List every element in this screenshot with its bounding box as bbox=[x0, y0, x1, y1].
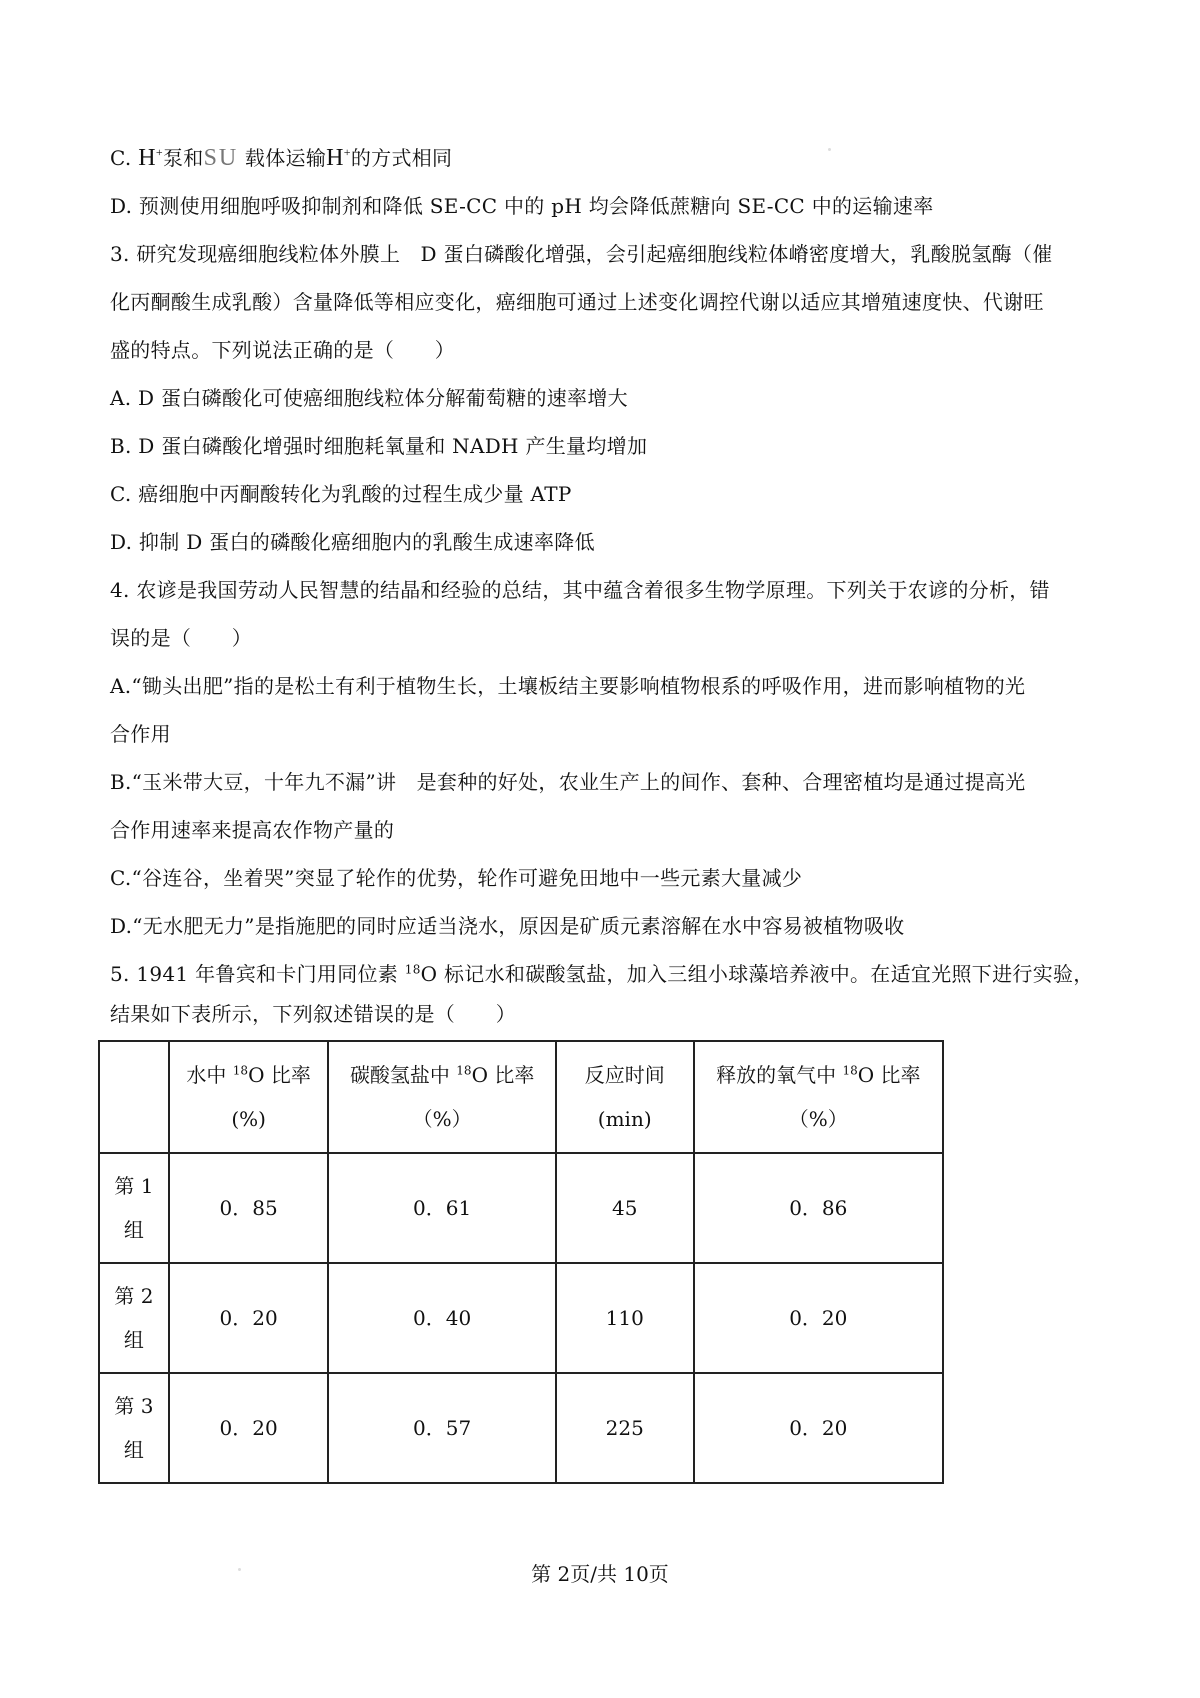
option-a-q3: A. D 蛋白磷酸化可使癌细胞线粒体分解葡萄糖的速率增大 bbox=[110, 386, 628, 410]
oxygen-ratio-cell: 0．20 bbox=[694, 1263, 943, 1373]
option-d-q2: D. 预测使用细胞呼吸抑制剂和降低 SE-CC 中的 pH 均会降低蔗糖向 SE-CC 中的运输速率 bbox=[110, 194, 934, 218]
option-c-q3: C. 癌细胞中丙酮酸转化为乳酸的过程生成少量 ATP bbox=[110, 482, 572, 506]
question-3-stem-line2: 化丙酮酸生成乳酸）含量降低等相应变化，癌细胞可通过上述变化调控代谢以适应其增殖速度快、代谢旺 bbox=[110, 290, 1044, 314]
group-label-cell: 第 3 组 bbox=[99, 1373, 169, 1483]
bicarbonate-ratio-cell: 0．61 bbox=[328, 1153, 555, 1263]
page-number-footer: 第 2页/共 10页 bbox=[531, 1562, 669, 1586]
table-header-row bbox=[99, 1041, 943, 1153]
reaction-time-cell: 45 bbox=[556, 1153, 694, 1263]
question-4-stem-line2: 误的是（ ） bbox=[110, 626, 253, 650]
bicarbonate-ratio-cell: 0．57 bbox=[328, 1373, 555, 1483]
text-segment: 的方式相同 bbox=[350, 146, 453, 170]
question-3-stem-line3: 盛的特点。下列说法正确的是（ ） bbox=[110, 338, 456, 362]
table-row bbox=[99, 1153, 943, 1263]
oxygen-ratio-cell: 0．20 bbox=[694, 1373, 943, 1483]
reaction-time-cell: 225 bbox=[556, 1373, 694, 1483]
option-b-q4-line2: 合作用速率来提高农作物产量的 bbox=[110, 818, 395, 842]
header-cell-bicarbonate-ratio: 碳酸氢盐中 $^{18}$O 比率 （%） bbox=[328, 1041, 555, 1153]
h-plus-symbol: H+ bbox=[138, 145, 163, 171]
option-d-q3: D. 抑制 D 蛋白的磷酸化癌细胞内的乳酸生成速率降低 bbox=[110, 530, 595, 554]
su-symbol: SU bbox=[203, 145, 239, 171]
group-label-cell: 第 1 组 bbox=[99, 1153, 169, 1263]
water-ratio-cell: 0．20 bbox=[169, 1373, 329, 1483]
superscript: 18 bbox=[404, 962, 421, 977]
option-b-q4-line1: B.“玉米带大豆，十年九不漏”讲 是套种的好处，农业生产上的间作、套种、合理密植均是通过提高光 bbox=[110, 770, 1026, 794]
question-5-stem-line2: 结果如下表所示，下列叙述错误的是（ ） bbox=[110, 1002, 516, 1026]
text-segment: 泵和 bbox=[162, 146, 204, 170]
oxygen-ratio-cell: 0．86 bbox=[694, 1153, 943, 1263]
header-cell-reaction-time: 反应时间 (min) bbox=[556, 1041, 694, 1153]
header-cell-water-ratio: 水中 $^{18}$O 比率 (%) bbox=[169, 1041, 329, 1153]
bicarbonate-ratio-cell: 0．40 bbox=[328, 1263, 555, 1373]
question-4-stem-line1: 4. 农谚是我国劳动人民智慧的结晶和经验的总结，其中蕴含着很多生物学原理。下列关于农谚的分析，错 bbox=[110, 578, 1050, 602]
scan-speck bbox=[828, 148, 831, 151]
text-segment: 载体运输 bbox=[244, 146, 327, 170]
text-segment: O 标记水和碳酸氢盐，加入三组小球藻培养液中。在适宜光照下进行实验， bbox=[420, 962, 1094, 986]
water-ratio-cell: 0．85 bbox=[169, 1153, 329, 1263]
question-5-stem-line1 bbox=[110, 960, 1094, 988]
table-row bbox=[99, 1373, 943, 1483]
option-c-q2 bbox=[110, 144, 452, 172]
option-letter: C. bbox=[110, 146, 132, 170]
question-3-stem-line1: 3. 研究发现癌细胞线粒体外膜上 D 蛋白磷酸化增强，会引起癌细胞线粒体嵴密度增大，乳酸脱氢酶（催 bbox=[110, 242, 1053, 266]
option-c-q4: C.“谷连谷，坐着哭”突显了轮作的优势，轮作可避免田地中一些元素大量减少 bbox=[110, 866, 803, 890]
option-a-q4-line1: A.“锄头出肥”指的是松土有利于植物生长，土壤板结主要影响植物根系的呼吸作用，进而影响植物的光 bbox=[110, 674, 1026, 698]
option-a-q4-line2: 合作用 bbox=[110, 722, 171, 746]
results-table bbox=[98, 1040, 944, 1484]
group-label-cell: 第 2 组 bbox=[99, 1263, 169, 1373]
header-cell-empty bbox=[99, 1041, 169, 1153]
water-ratio-cell: 0．20 bbox=[169, 1263, 329, 1373]
option-b-q3: B. D 蛋白磷酸化增强时细胞耗氧量和 NADH 产生量均增加 bbox=[110, 434, 648, 458]
table-row bbox=[99, 1263, 943, 1373]
h-plus-symbol: H+ bbox=[326, 145, 351, 171]
text-segment: 5. 1941 年鲁宾和卡门用同位素 bbox=[110, 962, 405, 986]
header-cell-oxygen-ratio: 释放的氧气中 $^{18}$O 比率 （%） bbox=[694, 1041, 943, 1153]
reaction-time-cell: 110 bbox=[556, 1263, 694, 1373]
option-d-q4: D.“无水肥无力”是指施肥的同时应适当浇水，原因是矿质元素溶解在水中容易被植物吸收 bbox=[110, 914, 905, 938]
